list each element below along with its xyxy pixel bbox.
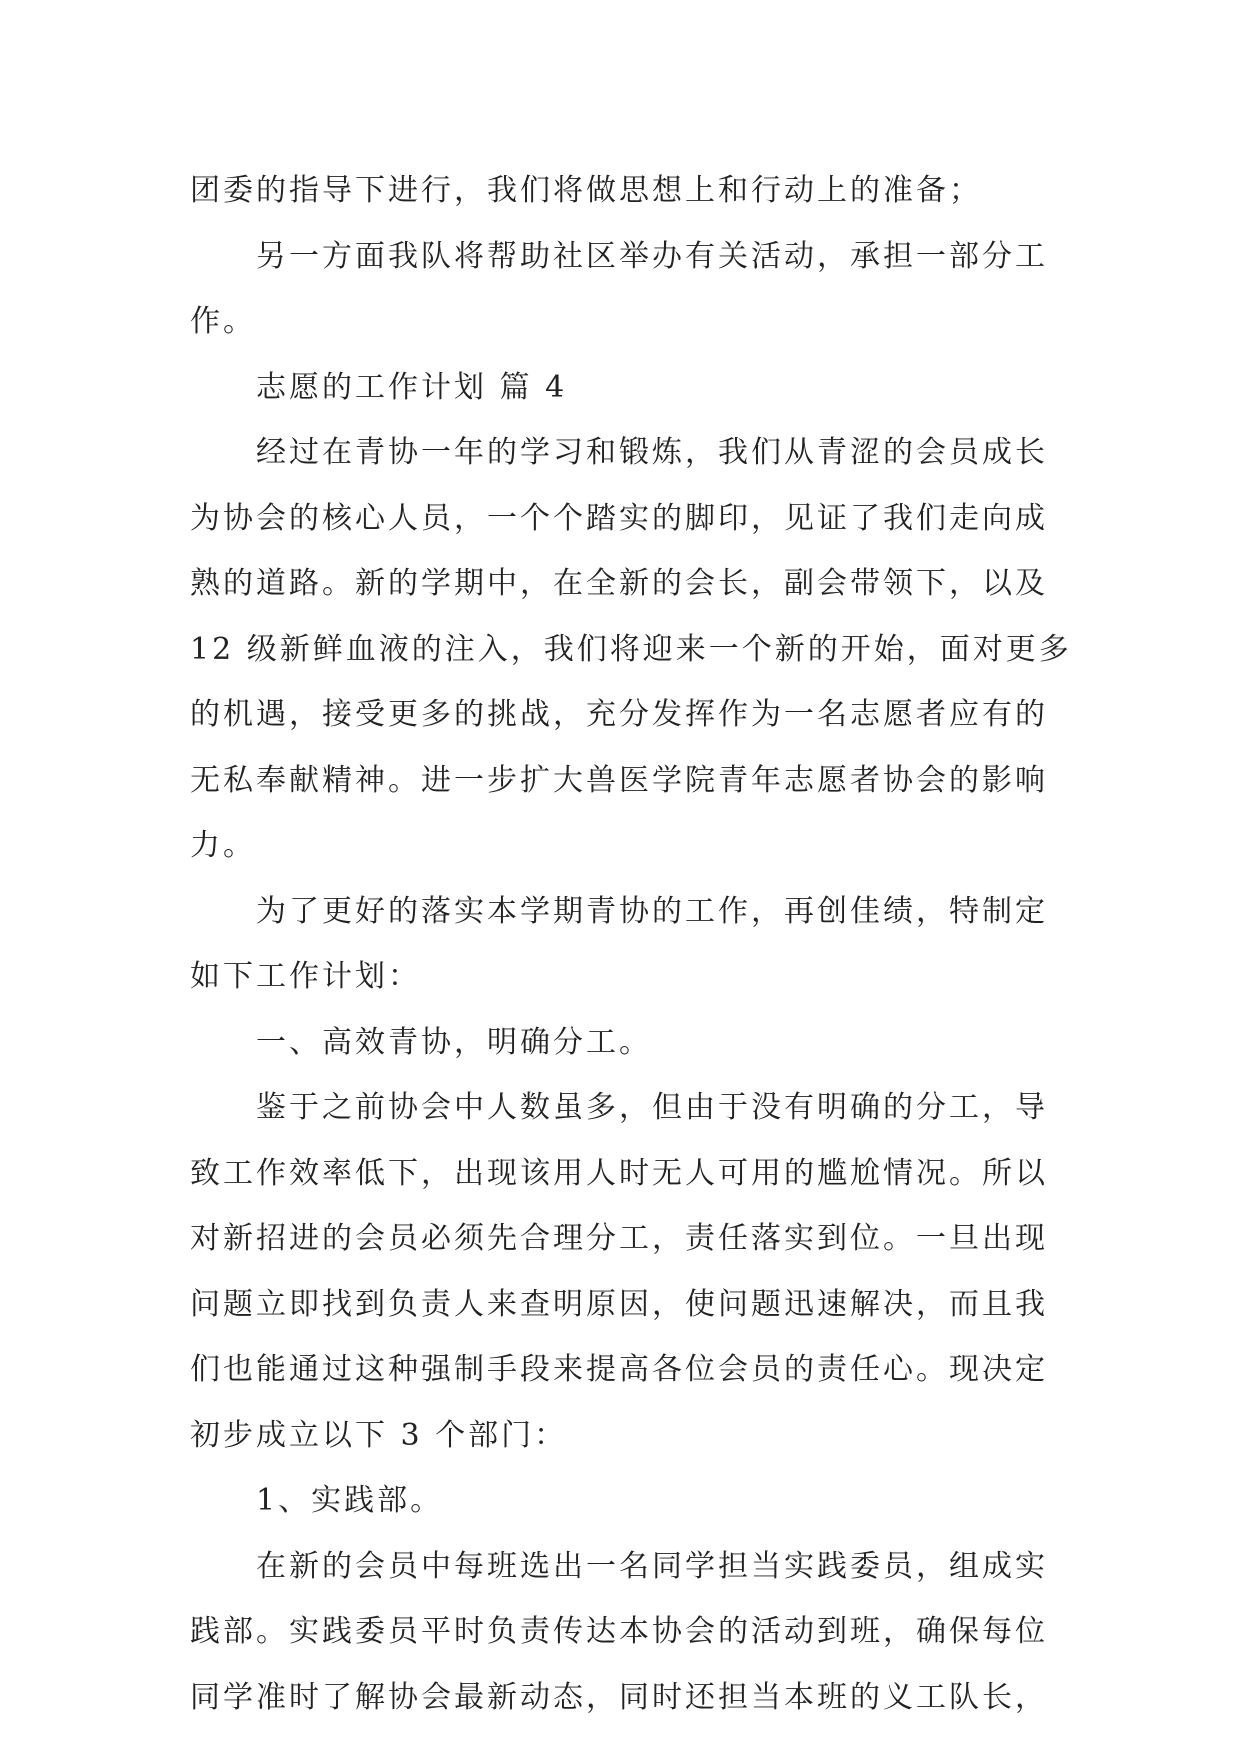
text-line: 熟的道路。新的学期中，在全新的会长，副会带领下，以及 — [190, 566, 1048, 601]
list-item-heading: 1、实践部。 — [256, 1483, 444, 1518]
document-body — [190, 158, 1072, 1730]
text-line: 践部。实践委员平时负责传达本协会的活动到班，确保每位 — [190, 1614, 1048, 1649]
text-line: 经过在青协一年的学习和锻炼，我们从青涩的会员成长 — [256, 435, 1048, 470]
text-line: 无私奉献精神。进一步扩大兽医学院青年志愿者协会的影响 — [190, 762, 1048, 798]
text-line: 团委的指导下进行，我们将做思想上和行动上的准备； — [190, 173, 982, 208]
text-line: 作。 — [190, 304, 256, 339]
text-line: 12 级新鲜血液的注入，我们将迎来一个新的开始，面对更多 — [190, 631, 1072, 667]
text-line: 初步成立以下 3 个部门： — [190, 1417, 568, 1453]
text-line: 为协会的核心人员，一个个踏实的脚印，见证了我们走向成 — [190, 500, 1048, 536]
section-heading: 志愿的工作计划 篇 4 — [256, 369, 568, 405]
text-line: 在新的会员中每班选出一名同学担当实践委员，组成实 — [256, 1548, 1048, 1584]
subsection-heading: 一、高效青协，明确分工。 — [256, 1024, 652, 1060]
text-line: 问题立即找到负责人来查明原因，使问题迅速解决，而且我 — [190, 1286, 1048, 1322]
text-line: 同学准时了解协会最新动态，同时还担当本班的义工队长， — [190, 1679, 1048, 1715]
text-line: 力。 — [190, 828, 256, 863]
text-line: 为了更好的落实本学期青协的工作，再创佳绩，特制定 — [256, 893, 1048, 929]
text-line: 鉴于之前协会中人数虽多，但由于没有明确的分工，导 — [256, 1090, 1048, 1125]
text-line: 对新招进的会员必须先合理分工，责任落实到位。一旦出现 — [190, 1221, 1048, 1256]
text-line: 致工作效率低下，出现该用人时无人可用的尴尬情况。所以 — [190, 1155, 1048, 1191]
text-line: 如下工作计划： — [190, 959, 421, 994]
text-line: 另一方面我队将帮助社区举办有关活动，承担一部分工 — [256, 238, 1048, 274]
text-line: 的机遇，接受更多的挑战，充分发挥作为一名志愿者应有的 — [190, 697, 1048, 732]
text-line: 们也能通过这种强制手段来提高各位会员的责任心。现决定 — [190, 1352, 1048, 1387]
